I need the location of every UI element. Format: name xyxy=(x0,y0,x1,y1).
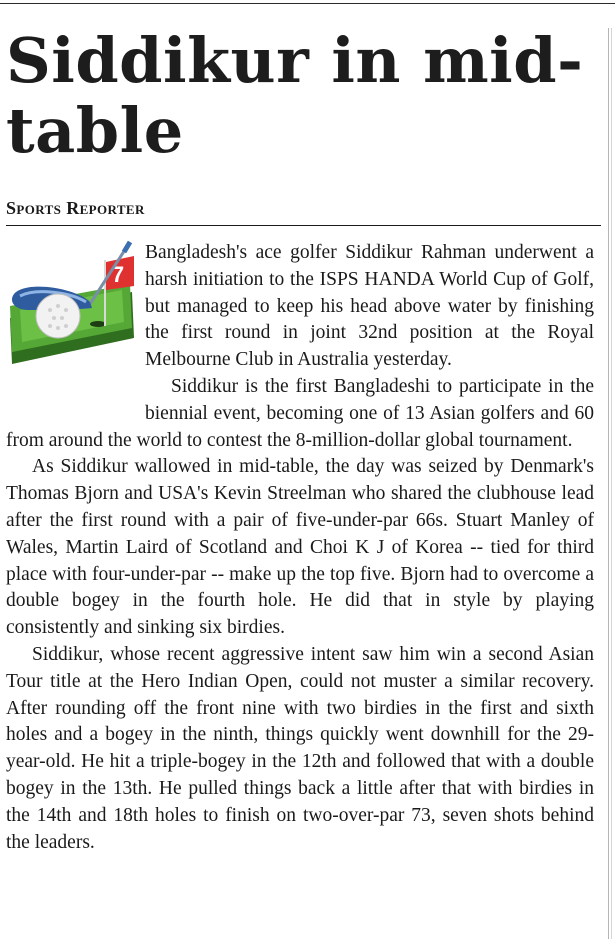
paragraph-4: Siddikur, whose recent aggressive intent saw him win a second Asian Tour title at the Hero Indian Open, could not muster a similar recovery. After rounding off the front nine with two birdies in the first and sixth holes and a bogey in the ninth, things quickly went downhill for the 29-year-old. He hit a triple-bogey in the 12th and followed that with a double bogey in the 13th. He pulled things back a little after that with birdies in the 14th and 18th holes to finish on two-over-par 73, seven shots behind the leaders. xyxy=(6,643,594,853)
article-body xyxy=(6,240,594,856)
top-rule xyxy=(0,3,615,4)
flag-number: 7 xyxy=(111,262,125,287)
column-rule xyxy=(608,28,609,939)
paragraph-3: As Siddikur wallowed in mid-table, the day was seized by Denmark's Thomas Bjorn and USA's Kevin Streelman who shared the clubhouse lead after the first round with a pair of five-under-par 66s. Stuart Manley of Wales, Martin Laird of Scotland and Choi K J of Korea -- tied for third place with four-under-par -- make up the top five. Bjorn had to overcome a double bogey in the fourth hole. He did that in style by playing consistently and sinking six birdies. xyxy=(6,456,594,639)
paragraph-2: Siddikur is the first Bangladeshi to participate in the biennial event, becoming one of 13 Asian golfers and 60 from around the world to contest the 8-million-dollar global tournament. xyxy=(6,375,594,451)
headline: Siddikur in mid-table xyxy=(6,24,584,167)
byline: Sports Reporter xyxy=(6,198,145,218)
byline-rule xyxy=(6,225,601,226)
column-rule-inner xyxy=(611,28,612,939)
icon-space xyxy=(6,240,145,402)
paragraph-1: Bangladesh's ace golfer Siddikur Rahman underwent a harsh initiation to the ISPS HANDA World Cup of Golf, but managed to keep his head above water by finishing the first round in joint 32nd position at the Royal Melbourne Club in Australia yesterday. xyxy=(145,242,594,371)
